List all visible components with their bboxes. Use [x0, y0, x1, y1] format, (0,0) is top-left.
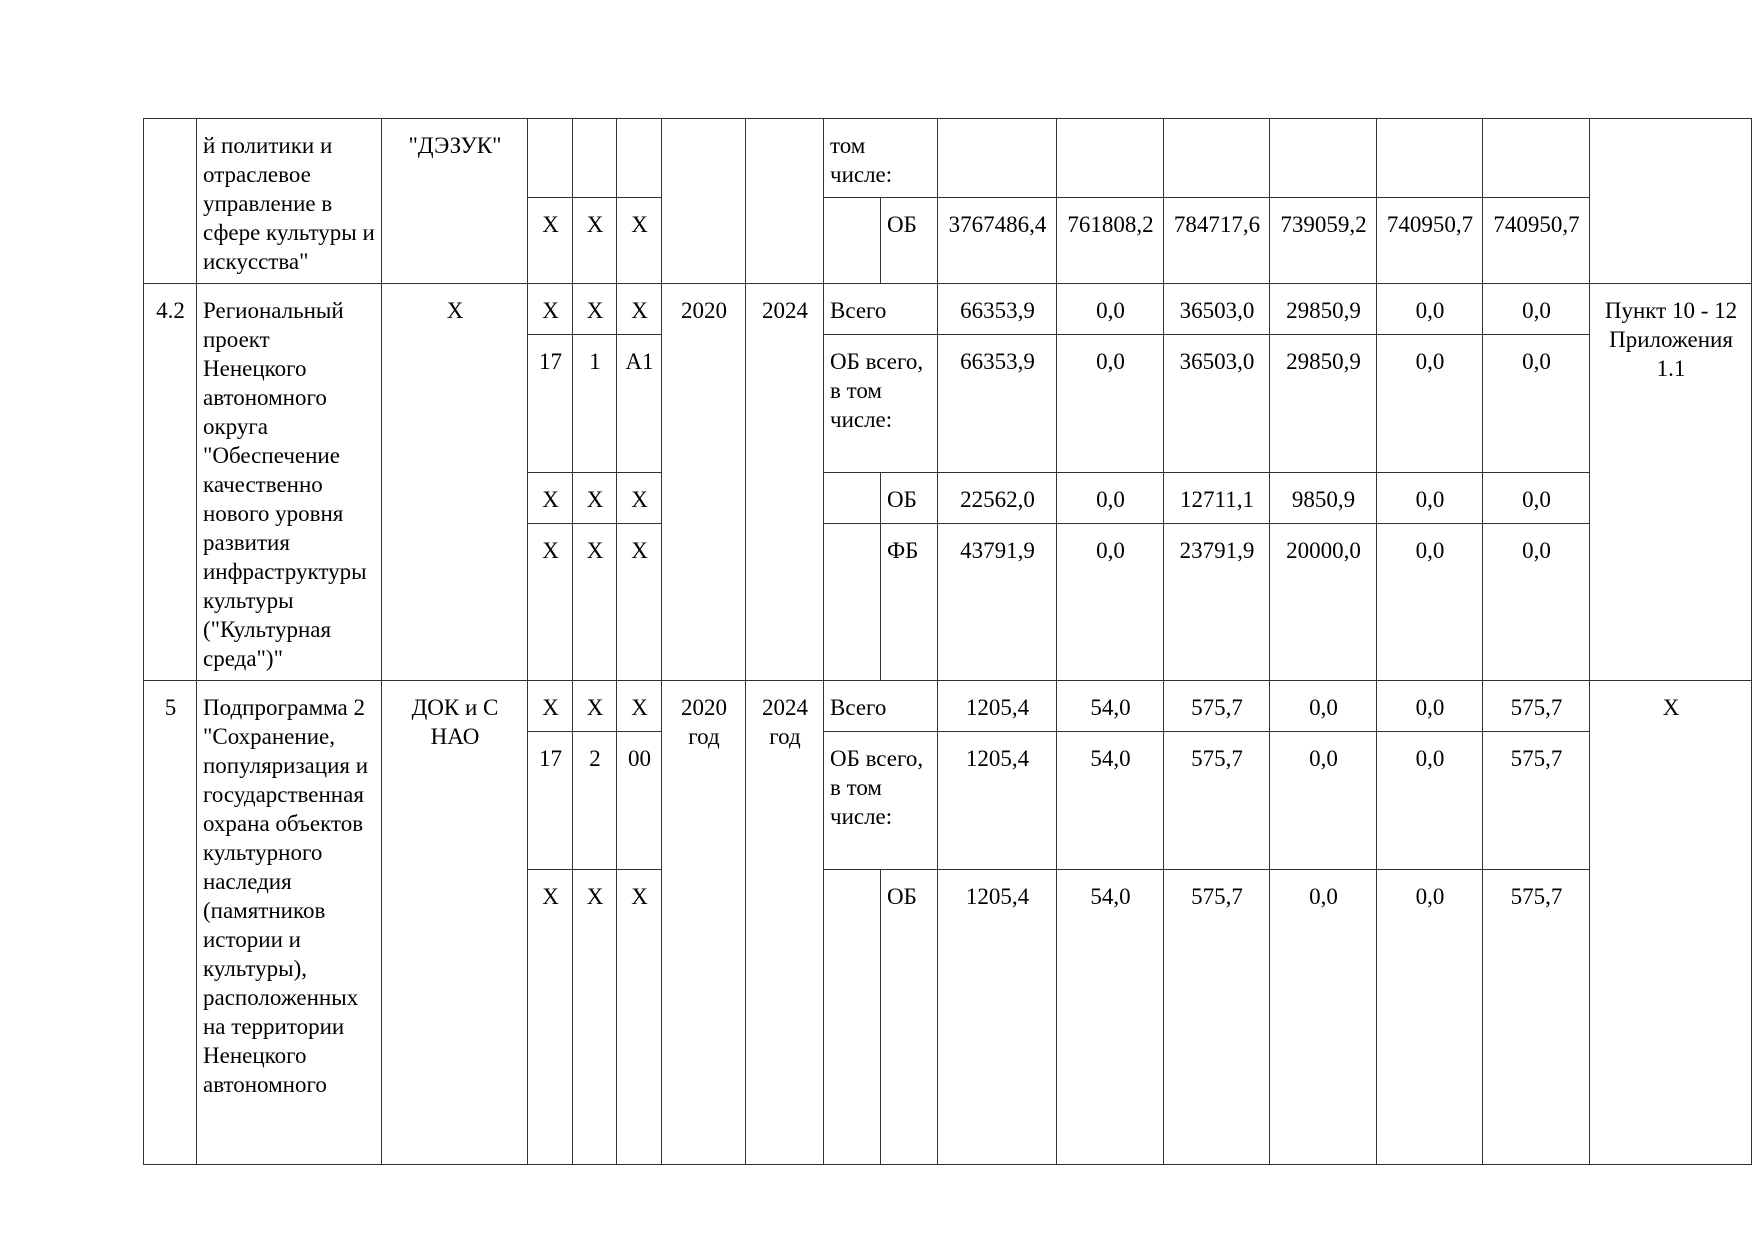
funding-type: ОБ всего, в том числе: — [824, 732, 938, 870]
code-1: Х — [528, 284, 573, 335]
funding-source: ОБ — [881, 473, 938, 524]
value-2021 — [1164, 119, 1270, 198]
value-2024: 0,0 — [1483, 335, 1590, 473]
funding-type — [824, 473, 881, 524]
code-3: Х — [617, 524, 662, 681]
code-1: Х — [528, 198, 573, 284]
value-2024: 740950,7 — [1483, 198, 1590, 284]
row-name: Подпрограмма 2 "Сохранение, популяризация и государственная охрана объектов культурного наследия (памятников истории и культуры), расположенных на территории Ненецкого автономного — [197, 681, 382, 1165]
value-total — [938, 119, 1057, 198]
value-2024 — [1483, 119, 1590, 198]
value-2023: 740950,7 — [1377, 198, 1483, 284]
value-total: 1205,4 — [938, 681, 1057, 732]
value-2022: 29850,9 — [1270, 335, 1377, 473]
code-2: Х — [573, 198, 617, 284]
code-2: Х — [573, 284, 617, 335]
table-row — [144, 119, 1752, 198]
start-year: 2020 — [662, 284, 746, 681]
code-3: Х — [617, 473, 662, 524]
value-2024: 575,7 — [1483, 870, 1590, 1165]
code-2: Х — [573, 473, 617, 524]
value-2020: 761808,2 — [1057, 198, 1164, 284]
value-2022: 0,0 — [1270, 732, 1377, 870]
funding-type: Всего — [824, 284, 938, 335]
value-2023: 0,0 — [1377, 681, 1483, 732]
code-3: Х — [617, 870, 662, 1165]
value-2022: 20000,0 — [1270, 524, 1377, 681]
funding-type — [824, 198, 881, 284]
row-name: й политики и отраслевое управление в сфере культуры и искусства" — [197, 119, 382, 284]
code-1: Х — [528, 524, 573, 681]
value-2024: 575,7 — [1483, 732, 1590, 870]
value-2020 — [1057, 119, 1164, 198]
code-1: 17 — [528, 732, 573, 870]
code-2: 2 — [573, 732, 617, 870]
value-2023: 0,0 — [1377, 473, 1483, 524]
value-total: 1205,4 — [938, 732, 1057, 870]
row-number — [144, 119, 197, 284]
code-2 — [573, 119, 617, 198]
value-2024: 0,0 — [1483, 473, 1590, 524]
value-2020: 54,0 — [1057, 870, 1164, 1165]
value-2022: 0,0 — [1270, 681, 1377, 732]
code-2: Х — [573, 524, 617, 681]
code-3: 00 — [617, 732, 662, 870]
code-3 — [617, 119, 662, 198]
value-2020: 0,0 — [1057, 335, 1164, 473]
value-2022: 9850,9 — [1270, 473, 1377, 524]
row-name: Региональный проект Ненецкого автономного округа "Обеспечение качественно нового уровня развития инфраструктуры культуры ("Культурная среда")" — [197, 284, 382, 681]
value-2024: 0,0 — [1483, 284, 1590, 335]
value-2023: 0,0 — [1377, 284, 1483, 335]
value-2022: 0,0 — [1270, 870, 1377, 1165]
funding-source: ФБ — [881, 524, 938, 681]
funding-source: ОБ — [881, 870, 938, 1165]
end-year — [746, 119, 824, 284]
value-2022: 739059,2 — [1270, 198, 1377, 284]
value-2023 — [1377, 119, 1483, 198]
code-1 — [528, 119, 573, 198]
table-row — [144, 284, 1752, 335]
row-number: 4.2 — [144, 284, 197, 681]
value-2021: 12711,1 — [1164, 473, 1270, 524]
funding-type: ОБ всего, в том числе: — [824, 335, 938, 473]
code-3: Х — [617, 681, 662, 732]
value-2023: 0,0 — [1377, 732, 1483, 870]
value-2021: 575,7 — [1164, 681, 1270, 732]
start-year: 2020 год — [662, 681, 746, 1165]
value-2020: 0,0 — [1057, 473, 1164, 524]
value-2021: 36503,0 — [1164, 284, 1270, 335]
value-total: 22562,0 — [938, 473, 1057, 524]
row-executor: "ДЭЗУК" — [382, 119, 528, 284]
code-3: А1 — [617, 335, 662, 473]
funding-source: ОБ — [881, 198, 938, 284]
value-2023: 0,0 — [1377, 870, 1483, 1165]
funding-type: том числе: — [824, 119, 938, 198]
value-total: 66353,9 — [938, 335, 1057, 473]
row-executor: Х — [382, 284, 528, 681]
value-2020: 0,0 — [1057, 284, 1164, 335]
value-total: 3767486,4 — [938, 198, 1057, 284]
code-1: Х — [528, 681, 573, 732]
value-2022: 29850,9 — [1270, 284, 1377, 335]
row-note: Х — [1590, 681, 1752, 1165]
value-2021: 23791,9 — [1164, 524, 1270, 681]
value-2021: 36503,0 — [1164, 335, 1270, 473]
funding-type: Всего — [824, 681, 938, 732]
code-1: 17 — [528, 335, 573, 473]
end-year: 2024 год — [746, 681, 824, 1165]
code-3: Х — [617, 198, 662, 284]
code-1: Х — [528, 870, 573, 1165]
code-3: Х — [617, 284, 662, 335]
value-2021: 575,7 — [1164, 870, 1270, 1165]
end-year: 2024 — [746, 284, 824, 681]
value-total: 66353,9 — [938, 284, 1057, 335]
value-2021: 784717,6 — [1164, 198, 1270, 284]
value-2022 — [1270, 119, 1377, 198]
value-2023: 0,0 — [1377, 335, 1483, 473]
start-year — [662, 119, 746, 284]
row-executor: ДОК и С НАО — [382, 681, 528, 1165]
table-row — [144, 681, 1752, 732]
value-2021: 575,7 — [1164, 732, 1270, 870]
code-2: Х — [573, 681, 617, 732]
funding-type — [824, 524, 881, 681]
code-2: Х — [573, 870, 617, 1165]
value-total: 43791,9 — [938, 524, 1057, 681]
row-number: 5 — [144, 681, 197, 1165]
value-2024: 0,0 — [1483, 524, 1590, 681]
code-2: 1 — [573, 335, 617, 473]
budget-table — [143, 118, 1752, 1165]
value-2024: 575,7 — [1483, 681, 1590, 732]
value-2020: 54,0 — [1057, 732, 1164, 870]
value-2020: 54,0 — [1057, 681, 1164, 732]
code-1: Х — [528, 473, 573, 524]
value-2023: 0,0 — [1377, 524, 1483, 681]
row-note — [1590, 119, 1752, 284]
value-total: 1205,4 — [938, 870, 1057, 1165]
value-2020: 0,0 — [1057, 524, 1164, 681]
row-note: Пункт 10 - 12 Приложения 1.1 — [1590, 284, 1752, 681]
funding-type — [824, 870, 881, 1165]
